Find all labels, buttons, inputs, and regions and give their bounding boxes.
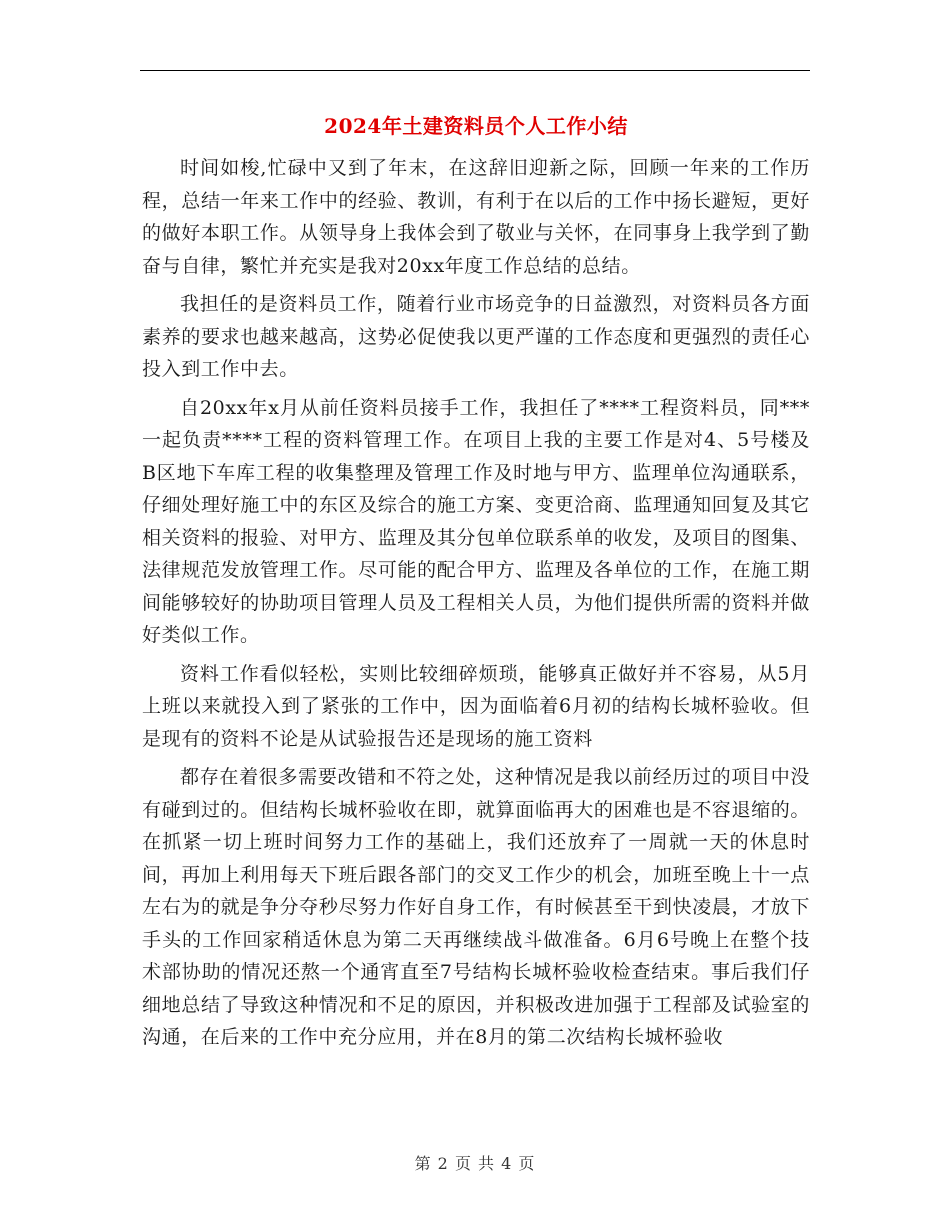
header-rule	[140, 70, 810, 71]
paragraph-2: 我担任的是资料员工作，随着行业市场竞争的日益激烈，对资料员各方面素养的要求也越来越高，这势必促使我以更严谨的工作态度和更强烈的责任心投入到工作中去。	[142, 293, 810, 380]
paragraph-3: 自20xx年x月从前任资料员接手工作，我担任了****工程资料员，同***一起负责****工程的资料管理工作。在项目上我的主要工作是对4、5号楼及B区地下车库工程的收集整理及管理工作及时地与甲方、监理单位沟通联系，仔细处理好施工中的东区及综合的施工方案、变更洽商、监理通知回复及其它相关资料的报验、对甲方、监理及其分包单位联系单的收发，及项目的图集、法律规范发放管理工作。尽可能的配合甲方、监理及各单位的工作，在施工期间能够较好的协助项目管理人员及工程相关人员，为他们提供所需的资料并做好类似工作。	[142, 396, 810, 646]
paragraph-5: 都存在着很多需要改错和不符之处，这种情况是我以前经历过的项目中没有碰到过的。但结构长城杯验收在即，就算面临再大的困难也是不容退缩的。在抓紧一切上班时间努力工作的基础上，我们还放弃了一周就一天的休息时间，再加上利用每天下班后跟各部门的交叉工作少的机会，加班至晚上十一点左右为的就是争分夺秒尽努力作好自身工作，有时候甚至干到快凌晨，才放下手头的工作回家稍适休息为第二天再继续战斗做准备。6月6号晚上在整个技术部协助的情况还熬一个通宵直至7号结构长城杯验收检查结束。事后我们仔细地总结了导致这种情况和不足的原因，并积极改进加强于工程部及试验室的沟通，在后来的工作中充分应用，并在8月的第二次结构长城杯验收	[142, 766, 810, 1048]
document-page	[142, 108, 810, 1054]
paragraph-1: 时间如梭,忙碌中又到了年末，在这辞旧迎新之际，回顾一年来的工作历程，总结一年来工作中的经验、教训，有利于在以后的工作中扬长避短，更好的做好本职工作。从领导身上我体会到了敬业与关怀，在同事身上我学到了勤奋与自律，繁忙并充实是我对20xx年度工作总结的总结。	[142, 157, 810, 277]
page-number-footer: 第 2 页 共 4 页	[414, 1154, 536, 1173]
paragraph-4: 资料工作看似轻松，实则比较细碎烦琐，能够真正做好并不容易，从5月上班以来就投入到了紧张的工作中，因为面临着6月初的结构长城杯验收。但是现有的资料不论是从试验报告还是现场的施工资料	[142, 662, 810, 750]
document-title: 2024年土建资料员个人工作小结	[324, 114, 628, 138]
